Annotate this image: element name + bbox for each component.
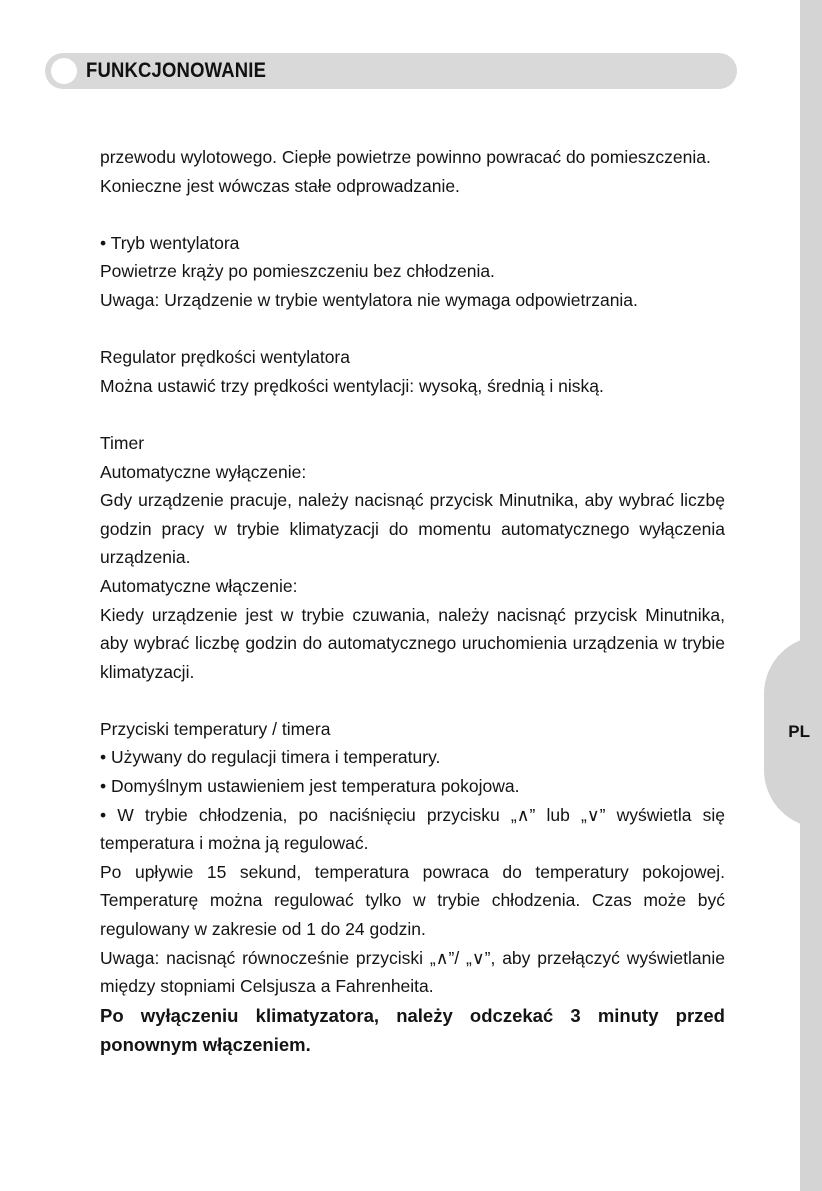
speed-heading: Regulator prędkości wentylatora — [100, 347, 350, 368]
buttons-heading: Przyciski temperatury / timera — [100, 718, 331, 739]
paragraph-line: przewodu wylotowego. Ciepłe powietrze powinno powracać do pomieszczenia. — [100, 147, 711, 167]
note-paragraph: Uwaga: nacisnąć równocześnie przyciski „∧”/ „∨”, aby przełączyć wyświetlanie między stopniami Celsjusza a Fahrenheita. — [100, 947, 725, 997]
auto-on-heading: Automatyczne włączenie: — [100, 575, 298, 596]
auto-off-paragraph: Gdy urządzenie pracuje, należy nacisnąć przycisk Minutnika, aby wybrać liczbę godzin pracy w trybie klimatyzacji do momentu automatycznego wyłączenia urządzenia. — [100, 490, 725, 568]
paragraph-line: Uwaga: Urządzenie w trybie wentylatora nie wymaga odpowietrzania. — [100, 289, 638, 310]
paragraph-line: Konieczne jest wówczas stałe odprowadzanie. — [100, 175, 460, 196]
language-label: PL — [788, 722, 810, 741]
paragraph-line: Można ustawić trzy prędkości wentylacji: wysoką, średnią i niską. — [100, 375, 604, 396]
bullet-item: • Domyślnym ustawieniem jest temperatura pokojowa. — [100, 772, 725, 801]
bullet-item: • Używany do regulacji timera i temperatury. — [100, 743, 725, 772]
bullet-item: • W trybie chłodzenia, po naciśnięciu przycisku „∧” lub „∨” wyświetla się temperatura i można ją regulować. — [100, 801, 725, 858]
paragraph-line: Powietrze krąży po pomieszczeniu bez chłodzenia. — [100, 261, 495, 282]
header-circle-icon — [51, 58, 77, 84]
side-strip — [800, 0, 822, 1191]
timer-heading: Timer — [100, 432, 145, 453]
auto-on-paragraph: Kiedy urządzenie jest w trybie czuwania, należy nacisnąć przycisk Minutnika, aby wybrać liczbę godzin do automatycznego uruchomienia urządzenia w trybie klimatyzacji. — [100, 604, 725, 682]
section-title: FUNKCJONOWANIE — [86, 59, 267, 82]
document-body — [100, 143, 725, 1059]
auto-off-heading: Automatyczne wyłączenie: — [100, 461, 307, 482]
fan-mode-heading: • Tryb wentylatora — [100, 229, 725, 258]
paragraph: Po upływie 15 sekund, temperatura powraca do temperatury pokojowej. Temperaturę można regulować tylko w trybie chłodzenia. Czas może być regulowany w zakresie od 1 do 24 godzin. — [100, 861, 725, 940]
warning-note: Po wyłączeniu klimatyzatora, należy odczekać 3 minuty przed ponownym włączeniem. — [100, 1004, 725, 1055]
